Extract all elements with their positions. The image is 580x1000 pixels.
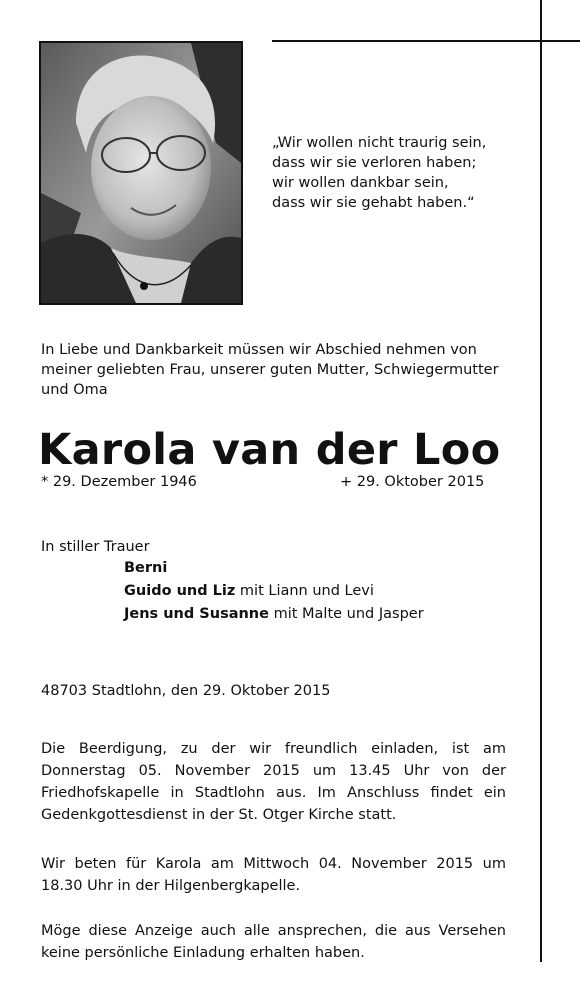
mourners-heading: In stiller Trauer — [41, 539, 150, 555]
quote-line: dass wir sie verloren haben; — [272, 155, 477, 171]
intro-line: und Oma — [41, 382, 108, 398]
prayer-paragraph: Wir beten für Karola am Mittwoch 04. November 2015 um 18.30 Uhr in der Hilgenbergkapelle. — [41, 856, 506, 894]
intro-text — [41, 340, 511, 400]
mourner-name: Jens und Susanne — [124, 606, 269, 622]
death-date: + 29. Oktober 2015 — [340, 474, 485, 490]
funeral-paragraph: Die Beerdigung, zu der wir freundlich einladen, ist am Donnerstag 05. November 2015 um 13.45 Uhr von der Friedhofskapelle in Stadtlohn aus. Im Anschluss findet ein Gedenkgottesdienst in der St. Otger Kirche statt. — [41, 741, 506, 823]
mourner-entry — [124, 606, 424, 622]
cross-vertical-line — [540, 0, 542, 962]
mourner-entry — [124, 560, 167, 576]
quote-line: dass wir sie gehabt haben.“ — [272, 195, 475, 211]
intro-line: meiner geliebten Frau, unserer guten Mutter, Schwiegermutter — [41, 362, 499, 378]
quote-line: „Wir wollen nicht traurig sein, — [272, 135, 487, 151]
cross-horizontal-line — [272, 40, 580, 42]
quote-block — [272, 133, 522, 213]
invitation-paragraph: Möge diese Anzeige auch alle ansprechen, die aus Versehen keine persönliche Einladung erhalten haben. — [41, 923, 506, 961]
mourner-rest: mit Malte und Jasper — [268, 606, 424, 622]
portrait-photo — [39, 41, 243, 305]
birth-date: * 29. Dezember 1946 — [41, 474, 197, 490]
deceased-name: Karola van der Loo — [38, 425, 501, 475]
place-date: 48703 Stadtlohn, den 29. Oktober 2015 — [41, 683, 331, 699]
mourner-name: Guido und Liz — [124, 583, 236, 599]
mourner-name: Berni — [124, 560, 168, 576]
mourner-entry — [124, 583, 374, 599]
quote-line: wir wollen dankbar sein, — [272, 175, 449, 191]
intro-line: In Liebe und Dankbarkeit müssen wir Abschied nehmen von — [41, 342, 477, 358]
mourner-rest: mit Liann und Levi — [235, 583, 374, 599]
